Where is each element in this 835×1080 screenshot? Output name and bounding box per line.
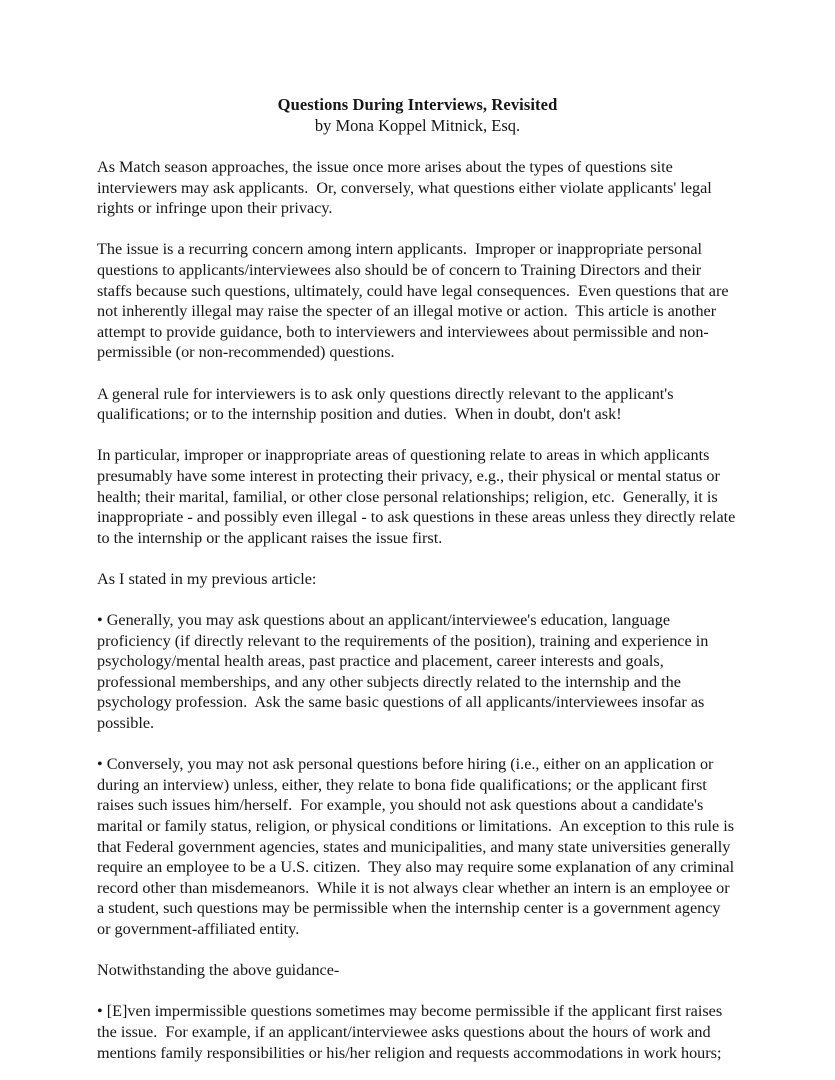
- document-byline: by Mona Koppel Mitnick, Esq.: [314, 116, 521, 135]
- paragraph: As Match season approaches, the issue once more arises about the types of questions site interviewers may ask applicants. Or, conversely, what questions either violate applicants' legal rights or infringe upon their privacy.: [97, 158, 716, 218]
- paragraph: In particular, improper or inappropriate areas of questioning relate to areas in which applicants presumably have some interest in protecting their privacy, e.g., their physical or mental status or health; their marital, familial, or other close personal relationships; religion, etc. Generally, it is inappropriate - and possibly even illegal - to ask questions in these areas unless they directly relate to the internship or the applicant raises the issue first.: [97, 446, 740, 547]
- bullet-paragraph: • Conversely, you may not ask personal questions before hiring (i.e., either on an application or during an interview) unless, either, they relate to bona fide qualifications; or the applicant first raises such issues him/herself. For example, you should not ask questions about a candidate's marital or family status, religion, or physical conditions or limitations. An exception to this rule is that Federal government agencies, states and municipalities, and many state universities generally require an employee to be a U.S. citizen. They also may require some explanation of any criminal record other than misdemeanors. While it is not always clear whether an intern is an employee or a student, such questions may be permissible when the internship center is a government agency or government-affiliated entity.: [97, 755, 739, 938]
- paragraph: As I stated in my previous article:: [97, 569, 317, 588]
- bullet-paragraph: • [E]ven impermissible questions sometimes may become permissible if the applicant first raises the issue. For example, if an applicant/interviewee asks questions about the hours of work and mentions family responsibilities or his/her religion and requests accommodations in work hours;: [97, 1002, 727, 1062]
- bullet-paragraph: • Generally, you may ask questions about an applicant/interviewee's education, language proficiency (if directly relevant to the requirements of the position), training and experience in psychology/mental health areas, past practice and placement, career interests and goals, professional memberships, and any other subjects directly related to the internship and the psychology profession. Ask the same basic questions of all applicants/interviewees insofar as possible.: [97, 611, 713, 733]
- document-title: Questions During Interviews, Revisited: [277, 95, 558, 114]
- paragraph: Notwithstanding the above guidance-: [97, 961, 340, 980]
- paragraph: A general rule for interviewers is to ask only questions directly relevant to the applicant's qualifications; or to the internship position and duties. When in doubt, don't ask!: [97, 384, 678, 424]
- paragraph: The issue is a recurring concern among intern applicants. Improper or inappropriate personal questions to applicants/interviewees also should be of concern to Training Directors and their staffs because such questions, ultimately, could have legal consequences. Even questions that are not inherently illegal may raise the specter of an illegal motive or action. This article is another attempt to provide guidance, both to interviewers and interviewees about permissible and non-permissible (or non-recommended) questions.: [97, 240, 733, 362]
